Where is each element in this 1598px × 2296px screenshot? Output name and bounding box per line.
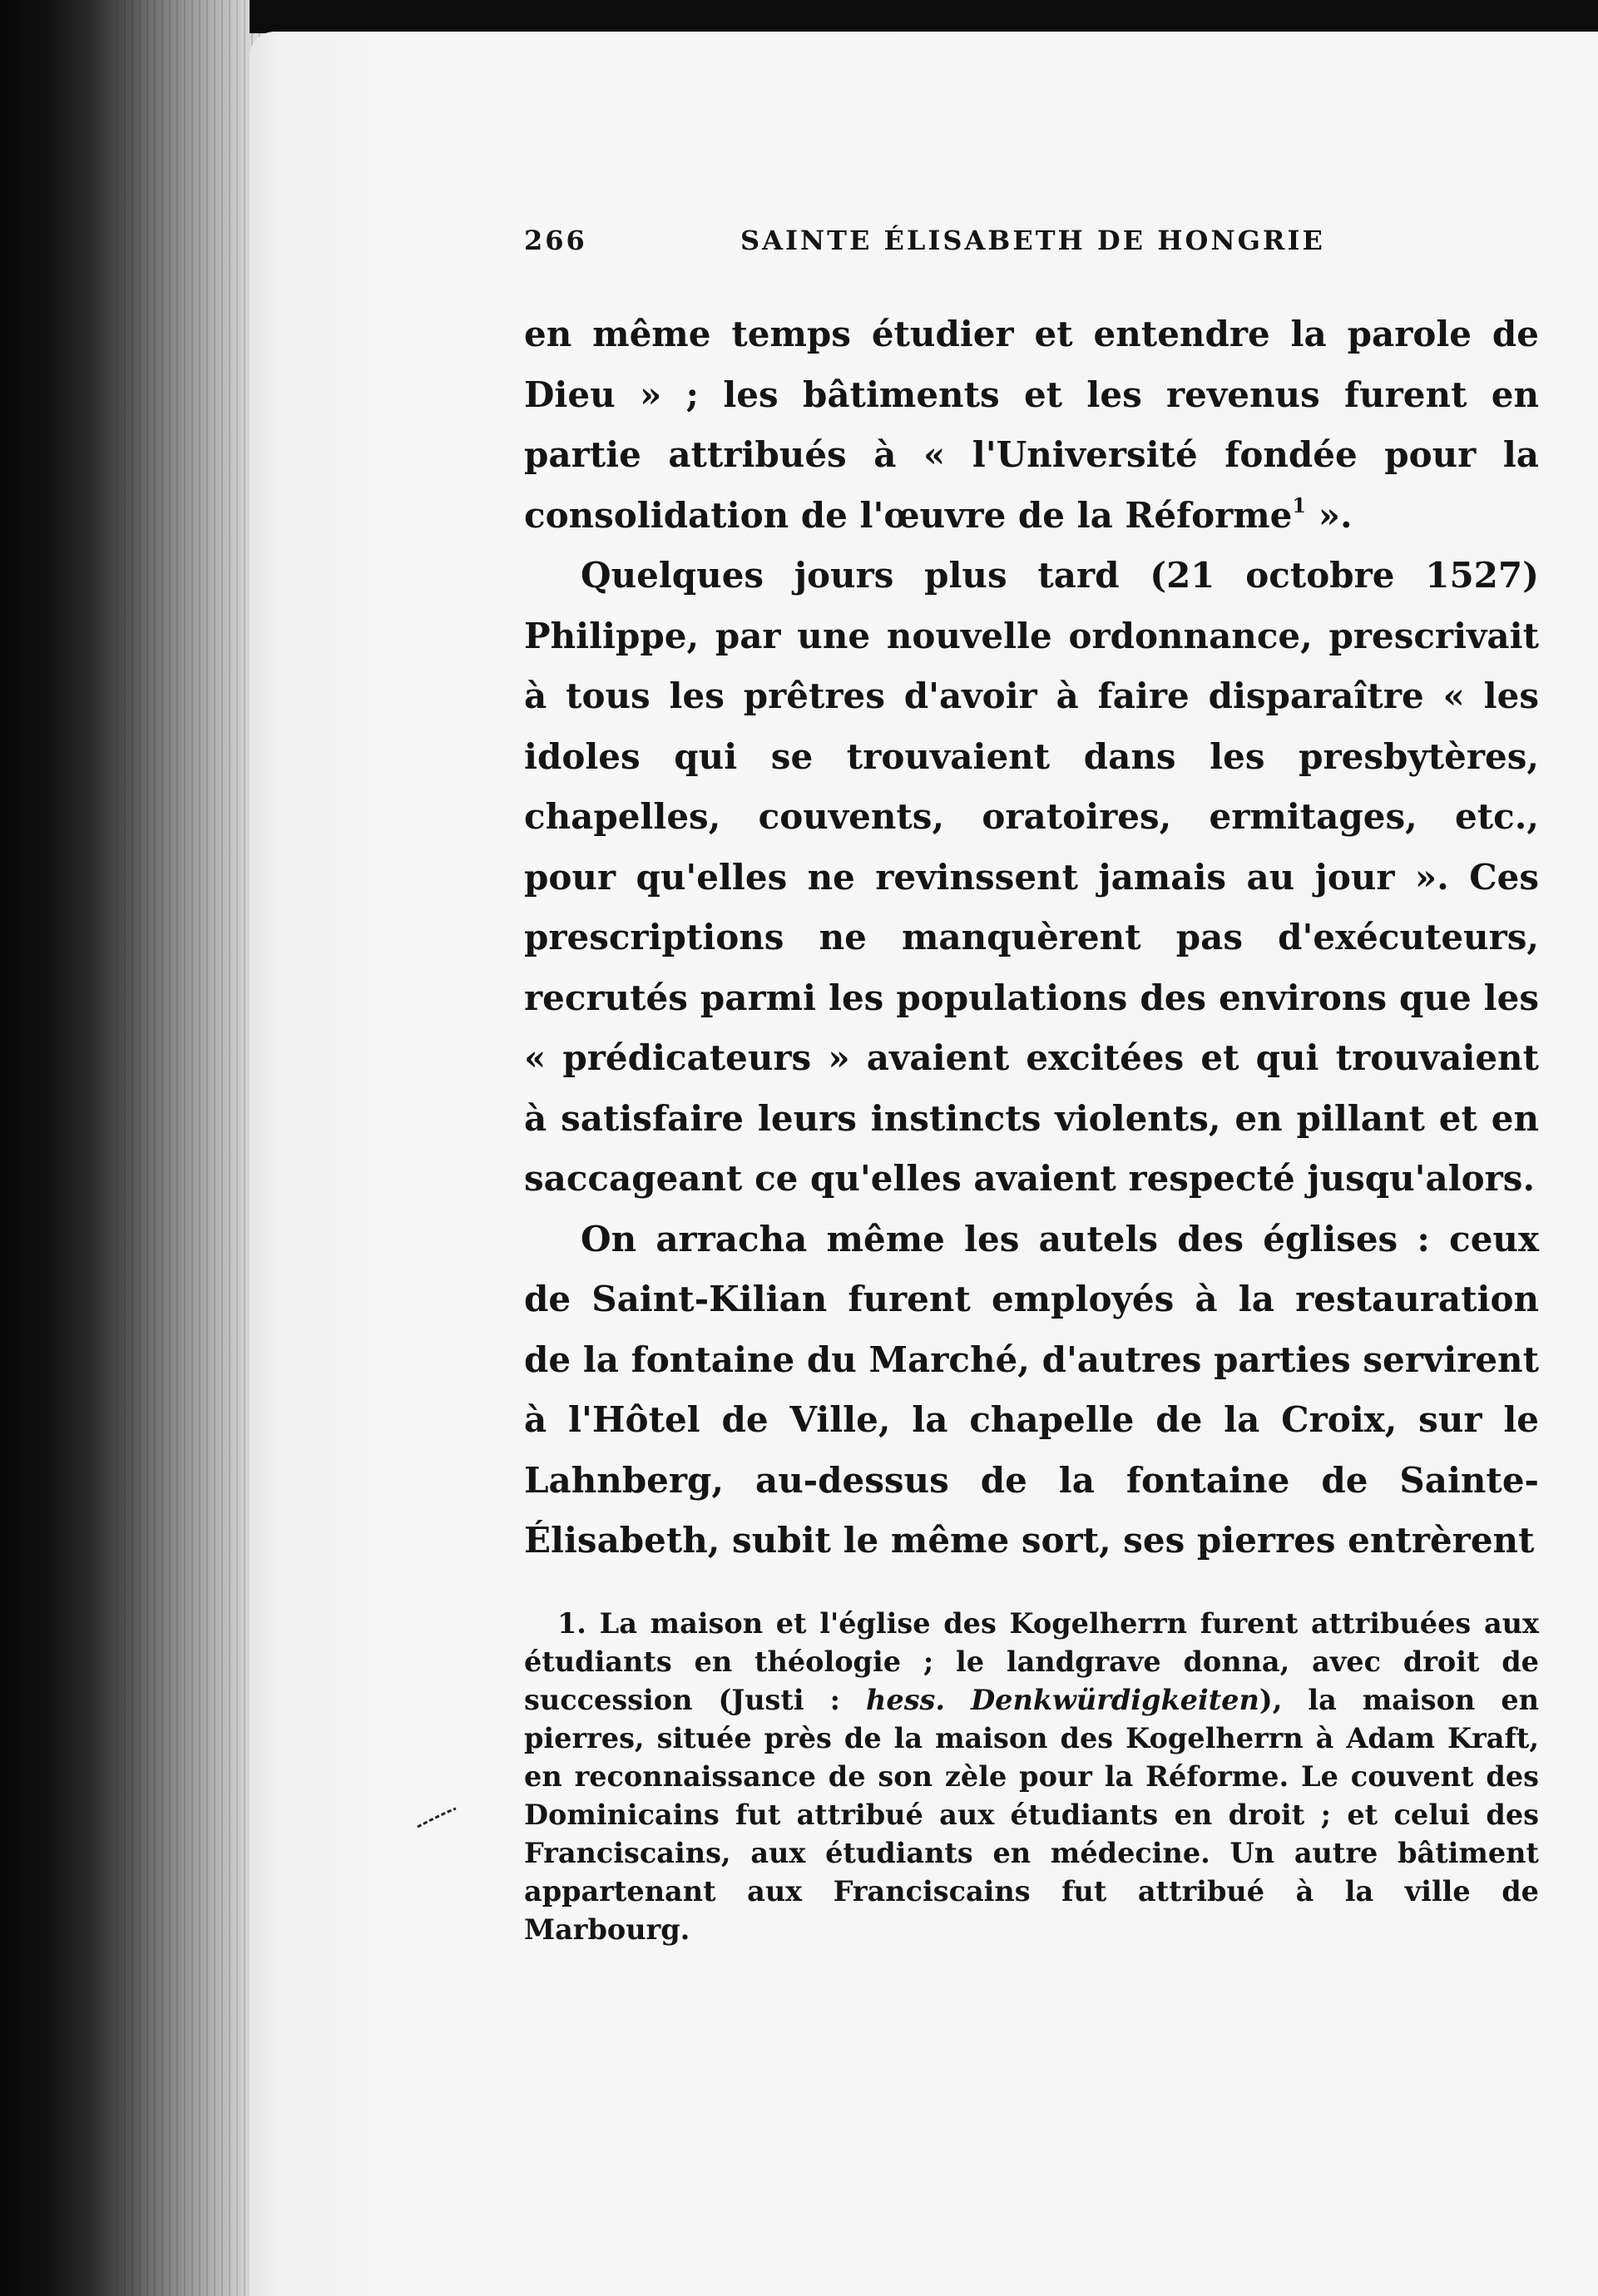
page-text [524,225,1539,1949]
paragraph: On arracha même les autels des églises : ceux de Saint-Kilian furent employés à la restauration de la fontaine du Marché, d'autres parties servirent à l'Hôtel de Ville, la chapelle de la Croix, sur le Lahnberg, au-dessus de la fontaine de Sainte-Élisabeth, subit le même sort, ses pierres entrèrent [524,1218,1539,1561]
footnote-text: La maison et l'église des Kogelherrn furent attribuées aux étudiants en théologie ; le landgrave donna, avec droit de succession (Justi : [524,1606,1539,1716]
paragraph-text-end: ». [1306,494,1353,536]
body-text [524,304,1539,1571]
page-header [524,225,1539,271]
running-head: SAINTE ÉLISABETH DE HONGRIE [740,225,1325,256]
scan-border-top [250,0,1598,33]
footnote [524,1605,1539,1949]
page-number: 266 [524,225,587,256]
page-edges [116,0,266,2296]
footnotes [524,1605,1539,1949]
paragraph-text: en même temps étudier et entendre la parole de Dieu » ; les bâtiments et les revenus furent en partie attribués à « l'Université fondée pour la consolidation de l'œuvre de la Réforme [524,314,1539,536]
footnote-title-italic: hess. Denkwürdigkeiten [866,1683,1259,1716]
footnote-number: 1. [557,1606,586,1640]
paragraph: Quelques jours plus tard (21 octobre 1527) Philippe, par une nouvelle ordonnance, prescrivait à tous les prêtres d'avoir à faire disparaître « les idoles qui se trouvaient dans les presbytères, chapelles, couvents, oratoires, ermitages, etc., pour qu'elles ne revinssent jamais au jour ». Ces prescriptions ne manquèrent pas d'exécuteurs, recrutés parmi les populations des environs que les « prédicateurs » avaient excitées et qui trouvaient à satisfaire leurs instincts violents, en pillant et en saccageant ce qu'elles avaient respecté jusqu'alors. [524,555,1539,1199]
footnote-text-end: ), la maison en pierres, située près de la maison des Kogelherrn à Adam Kraft, en reconnaissance de son zèle pour la Réforme. Le couvent des Dominicains fut attribué aux étudiants en droit ; et celui des Franciscains, aux étudiants en médecine. Un autre bâtiment appartenant aux Franciscains fut attribué à la ville de Marbourg. [524,1683,1539,1946]
paragraph [524,304,1539,546]
footnote-reference: 1 [1292,492,1307,517]
ink-mark-icon [416,1805,459,1830]
